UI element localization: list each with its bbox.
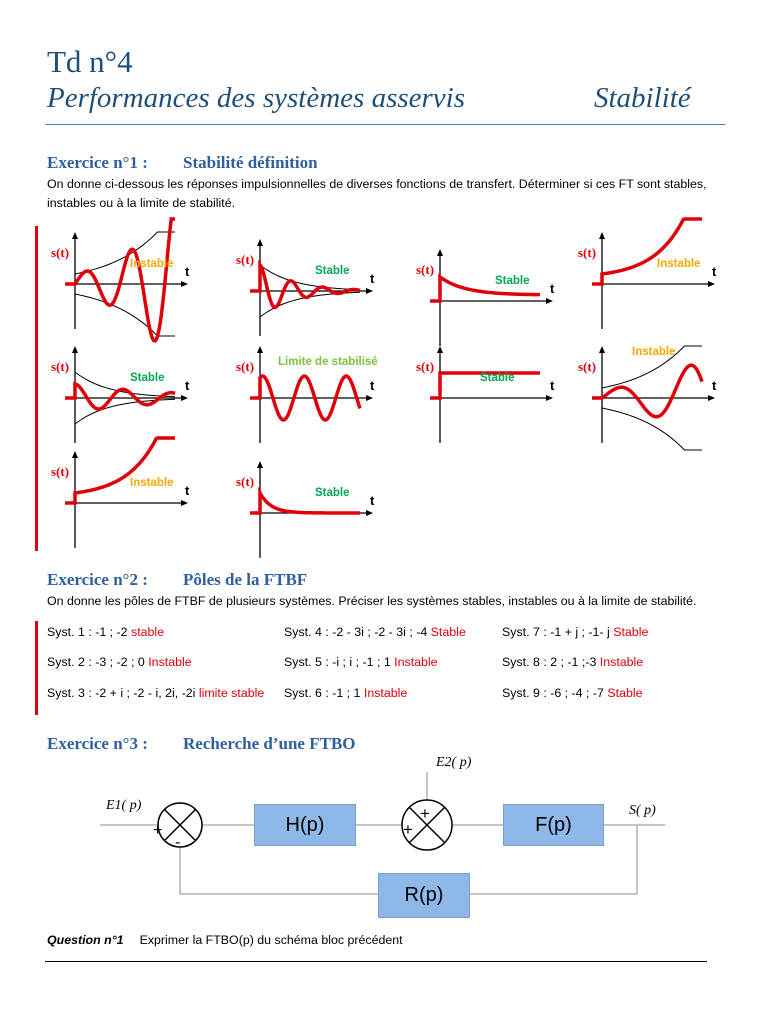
impulse-plot-5-svg [45,343,205,453]
impulse-plot-6 [230,343,390,453]
x-axis-label: t [712,378,717,393]
impulse-plot-7-svg [410,343,570,453]
system-8: Syst. 8 : 2 ; -1 ;-3 Instable [502,655,644,669]
y-axis-label: s(t) [416,359,435,374]
x-axis-label: t [185,483,190,498]
x-axis-arrow [708,395,715,401]
ex2-number: Exercice n°2 : [47,570,148,589]
page-title: Td n°4 [47,44,133,79]
ex3-title: Recherche d’une FTBO [183,734,356,753]
sum2-sign-left: + [403,820,413,839]
stability-answer: Stable [480,372,515,384]
impulse-plot-8-svg [572,343,732,453]
x-axis-label: t [185,264,190,279]
y-axis-label: s(t) [236,474,255,489]
x-axis-arrow [546,298,553,304]
system-2: Syst. 2 : -3 ; -2 ; 0 Instable [47,655,192,669]
impulse-plot-4 [572,229,732,339]
impulse-plot-5 [45,343,205,453]
system-5: Syst. 5 : -i ; i ; -1 ; 1 Instable [284,655,438,669]
y-axis-arrow [599,232,605,239]
y-axis-arrow [257,346,263,353]
ex1-number: Exercice n°1 : [47,153,148,172]
y-axis-arrow [437,249,443,256]
sum2-sign-top: + [420,804,430,823]
y-axis-arrow [599,346,605,353]
y-axis-label: s(t) [51,245,70,260]
y-axis-label: s(t) [51,464,70,479]
ex1-answer-bar [35,226,38,551]
disturbance-signal-label: E2( p) [436,755,472,770]
impulse-plot-2 [230,236,390,346]
stability-answer: Limite de stabilisé [278,356,378,368]
stability-answer: Instable [130,477,174,489]
impulse-plot-10 [230,458,390,568]
response-curve [65,384,175,409]
impulse-plot-2-svg [230,236,390,346]
x-axis-label: t [712,264,717,279]
system-1: Syst. 1 : -1 ; -2 stable [47,625,165,639]
x-axis-label: t [370,378,375,393]
summing-junction-2 [402,800,452,850]
page-subtitle: Performances des systèmes asservis [47,82,466,114]
y-axis-label: s(t) [416,262,435,277]
x-axis-arrow [366,510,373,516]
impulse-plot-6-svg [230,343,390,453]
sum1-sign-plus: + [153,822,163,839]
system-6: Syst. 6 : -1 ; 1 Instable [284,686,408,700]
impulse-plot-8 [572,343,732,453]
impulse-plot-4-svg [572,229,732,339]
summing-junction-1 [153,803,202,851]
system-4: Syst. 4 : -2 - 3i ; -2 - 3i ; -4 Stable [284,625,466,639]
ex1-title: Stabilité définition [183,153,318,172]
title-divider [45,124,725,125]
response-curve [65,438,175,503]
system-3: Syst. 3 : -2 + i ; -2 - i, 2i, -2i limite stable [47,686,265,700]
x-axis-arrow [546,395,553,401]
x-axis-arrow [181,500,188,506]
stability-answer: Instable [657,258,701,270]
y-axis-arrow [72,232,78,239]
ex1-statement: On donne ci-dessous les réponses impulsionnelles de diverses fonctions de transfert. Déterminer si ces FT sont stables, instables ou à la limite de stabilité. [47,177,707,210]
y-axis-arrow [72,346,78,353]
ex2-statement: On donne les pôles de FTBF de plusieurs systèmes. Préciser les systèmes stables, instables ou à la limite de stabilité. [47,594,697,608]
impulse-plot-9-svg [45,448,205,558]
response-curve [592,219,702,284]
system-9: Syst. 9 : -6 ; -4 ; -7 Stable [502,686,643,700]
ex2-title: Pôles de la FTBF [183,570,308,589]
y-axis-label: s(t) [236,252,255,267]
y-axis-label: s(t) [236,359,255,374]
y-axis-label: s(t) [578,245,597,260]
footer-divider [45,961,707,962]
output-signal-label: S( p) [629,803,656,818]
impulse-plot-7 [410,343,570,453]
impulse-plot-9 [45,448,205,558]
impulse-plot-1-svg [45,229,205,339]
stability-answer: Stable [495,275,530,287]
feedback-line-left [180,847,378,894]
impulse-plot-1 [45,229,205,339]
x-axis-label: t [370,493,375,508]
x-axis-label: t [550,378,555,393]
sum1-sign-minus: - [175,834,181,851]
y-axis-arrow [437,346,443,353]
y-axis-arrow [257,461,263,468]
y-axis-label: s(t) [578,359,597,374]
stability-answer: Instable [632,346,676,358]
question-1: Question n°1 Exprimer la FTBO(p) du schéma bloc précédent [47,933,403,947]
system-7: Syst. 7 : -1 + j ; -1- j Stable [502,625,649,639]
page-subtitle-right: Stabilité [594,82,691,114]
block-f: F(p) [503,804,604,846]
ex3-number: Exercice n°3 : [47,734,148,753]
y-axis-label: s(t) [51,359,70,374]
impulse-plot-3-svg [410,246,570,356]
x-axis-arrow [181,281,188,287]
impulse-plot-10-svg [230,458,390,568]
impulse-plot-3 [410,246,570,356]
ex2-answer-bar [35,621,38,715]
input-signal-label: E1( p) [106,798,142,813]
x-axis-arrow [366,395,373,401]
y-axis-arrow [257,239,263,246]
stability-answer: Instable [130,258,174,270]
x-axis-label: t [185,378,190,393]
x-axis-label: t [370,271,375,286]
stability-answer: Stable [315,487,350,499]
response-curve [65,219,175,341]
block-r: R(p) [378,873,470,918]
stability-answer: Stable [315,265,350,277]
x-axis-arrow [708,281,715,287]
x-axis-label: t [550,281,555,296]
x-axis-arrow [366,288,373,294]
stability-answer: Stable [130,372,165,384]
block-h: H(p) [254,804,356,846]
y-axis-arrow [72,451,78,458]
x-axis-arrow [181,395,188,401]
